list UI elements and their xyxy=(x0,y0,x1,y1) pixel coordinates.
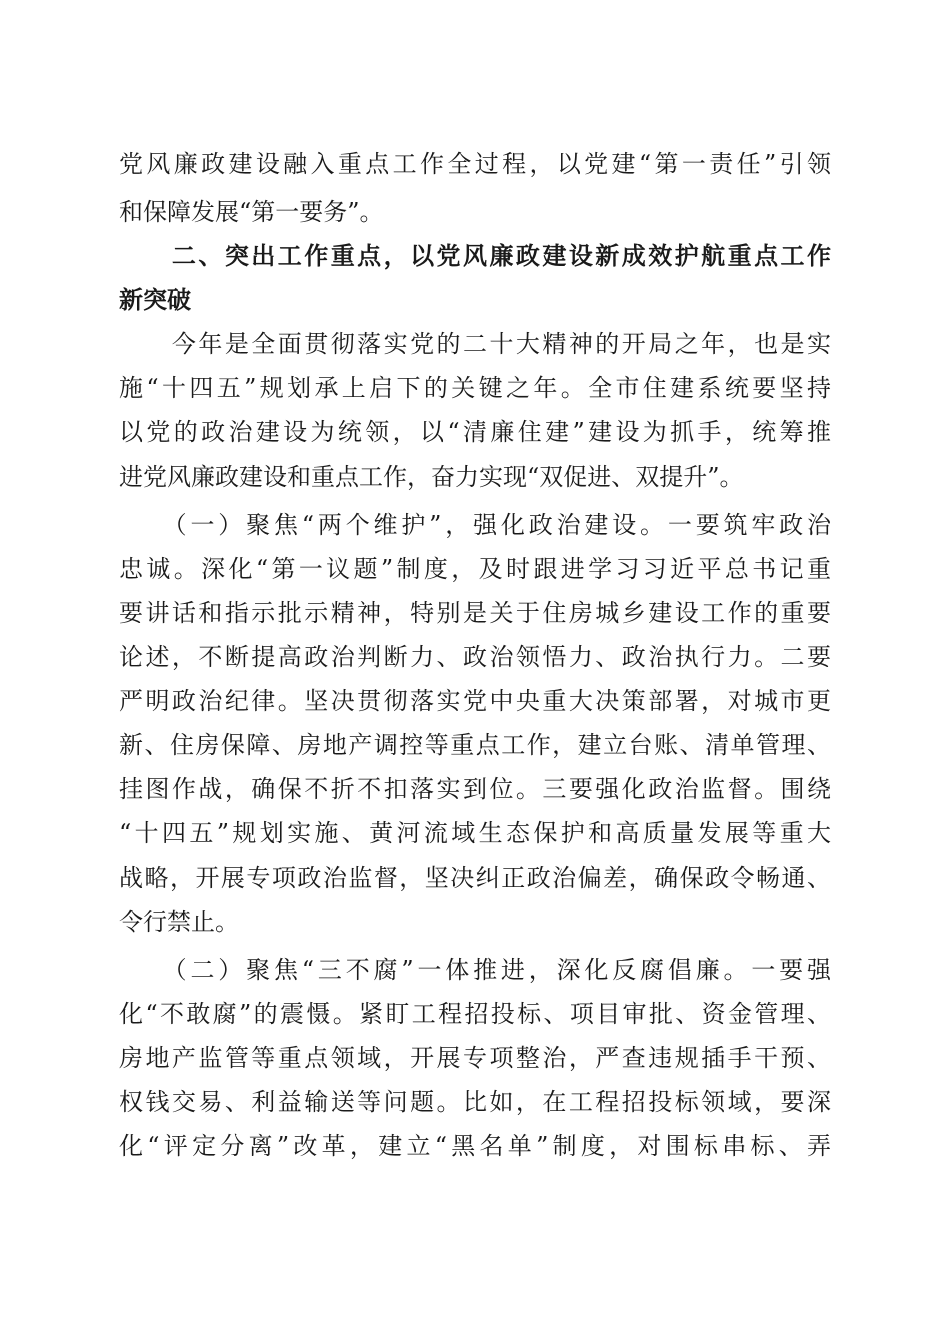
paragraph-line: 挂图作战，确保不折不扣落实到位。三要强化政治监督。围绕 xyxy=(119,775,831,803)
section-heading-line: 二、突出工作重点，以党风廉政建设新成效护航重点工作 xyxy=(119,242,831,270)
paragraph-line: 今年是全面贯彻落实党的二十大精神的开局之年，也是实 xyxy=(119,330,831,358)
paragraph-line: 施“十四五”规划承上启下的关键之年。全市住建系统要坚持 xyxy=(119,374,831,402)
paragraph-line: （二）聚焦“三不腐”一体推进，深化反腐倡廉。一要强 xyxy=(119,956,831,984)
paragraph-line: 论述，不断提高政治判断力、政治领悟力、政治执行力。二要 xyxy=(119,643,831,671)
paragraph-line: 要讲话和指示批示精神，特别是关于住房城乡建设工作的重要 xyxy=(119,599,831,627)
paragraph-line: （一）聚焦“两个维护”，强化政治建设。一要筑牢政治 xyxy=(119,511,831,539)
paragraph-line: 以党的政治建设为统领，以“清廉住建”建设为抓手，统筹推 xyxy=(119,418,831,446)
paragraph-line: 进党风廉政建设和重点工作，奋力实现“双促进、双提升”。 xyxy=(119,463,744,491)
paragraph-line: 和保障发展“第一要务”。 xyxy=(119,198,384,226)
paragraph-line: 战略，开展专项政治监督，坚决纠正政治偏差，确保政令畅通、 xyxy=(119,864,831,892)
paragraph-line: “十四五”规划实施、黄河流域生态保护和高质量发展等重大 xyxy=(119,819,831,847)
paragraph-line: 化“不敢腐”的震慑。紧盯工程招投标、项目审批、资金管理、 xyxy=(119,1000,831,1028)
paragraph-line: 化“评定分离”改革，建立“黑名单”制度，对围标串标、弄 xyxy=(119,1132,831,1160)
paragraph-line: 权钱交易、利益输送等问题。比如，在工程招投标领域，要深 xyxy=(119,1088,831,1116)
paragraph-line: 房地产监管等重点领域，开展专项整治，严查违规插手干预、 xyxy=(119,1044,831,1072)
paragraph-line: 严明政治纪律。坚决贯彻落实党中央重大决策部署，对城市更 xyxy=(119,687,831,715)
paragraph-line: 令行禁止。 xyxy=(119,908,239,936)
section-heading-line: 新突破 xyxy=(119,286,191,314)
paragraph-line: 新、住房保障、房地产调控等重点工作，建立台账、清单管理、 xyxy=(119,731,831,759)
paragraph-line: 党风廉政建设融入重点工作全过程，以党建“第一责任”引领 xyxy=(119,150,831,178)
paragraph-line: 忠诚。深化“第一议题”制度，及时跟进学习习近平总书记重 xyxy=(119,555,831,583)
